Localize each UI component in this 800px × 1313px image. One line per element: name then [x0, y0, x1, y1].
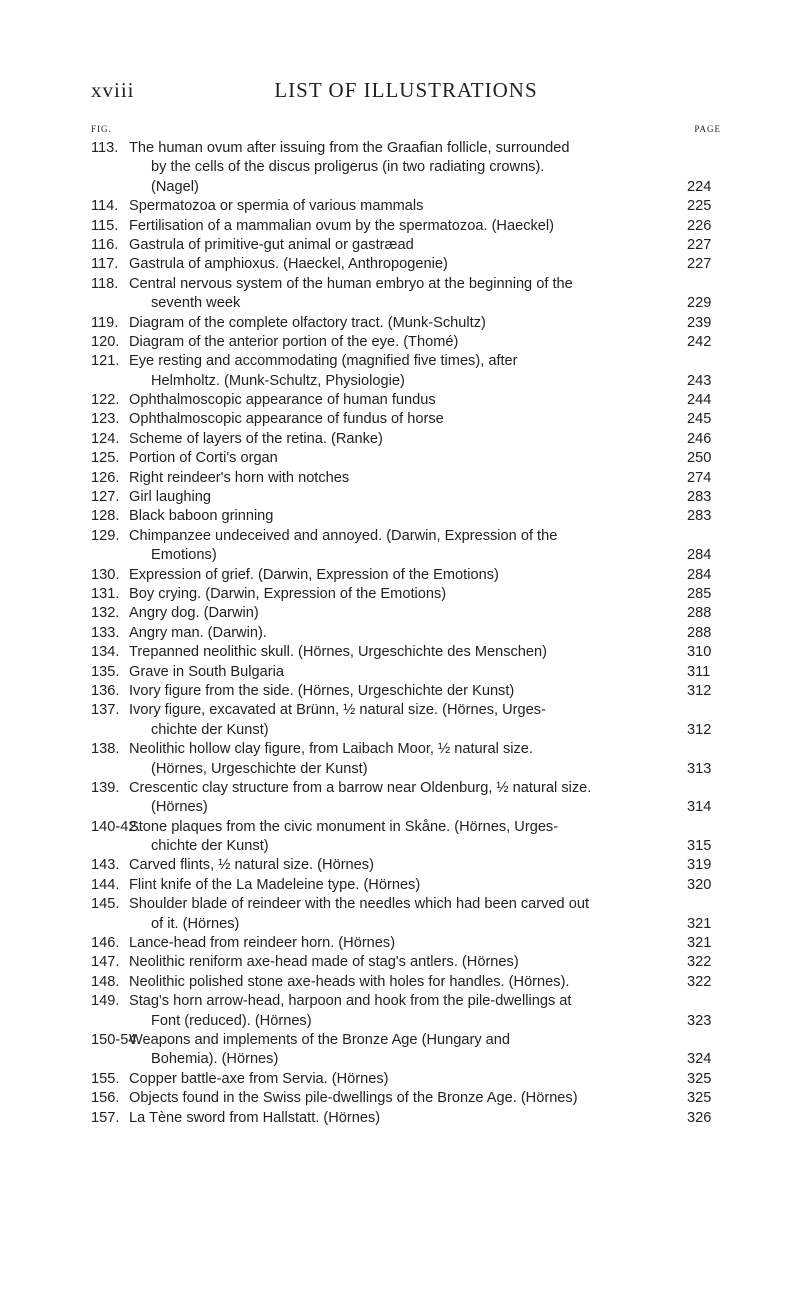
- entry-caption: Eye resting and accommodating (magnified five times), after: [129, 353, 518, 370]
- list-item: [91, 314, 721, 333]
- entry-caption: Font (reduced). (Hörnes): [151, 1012, 312, 1029]
- figure-number: 132.: [91, 605, 120, 622]
- entry-caption: Girl laughing: [129, 489, 211, 506]
- page-number: 310: [687, 644, 712, 661]
- page-number: 274: [687, 469, 712, 486]
- page-number: 288: [687, 624, 712, 641]
- page-number: 312: [687, 682, 712, 699]
- page-column-heading: PAGE: [694, 124, 721, 134]
- page-number: 313: [687, 760, 712, 777]
- page-number: 312: [687, 721, 712, 738]
- figure-number: 127.: [91, 489, 120, 506]
- figure-number: 113.: [91, 140, 119, 156]
- running-head: [91, 78, 721, 106]
- figure-number: 144.: [91, 876, 120, 893]
- list-item: [91, 236, 721, 255]
- entry-caption: Scheme of layers of the retina. (Ranke): [129, 430, 383, 447]
- list-item: [91, 992, 721, 1031]
- entry-line: [91, 624, 721, 643]
- entry-caption: Black baboon grinning: [129, 508, 274, 525]
- page-number: 284: [687, 566, 712, 583]
- page-number: 311: [687, 663, 711, 680]
- list-item: [91, 663, 721, 682]
- entry-caption: by the cells of the discus proligerus (in two radiating crowns).: [151, 159, 545, 176]
- list-item: [91, 895, 721, 934]
- entry-line: [91, 566, 721, 585]
- figure-number: 122.: [91, 392, 120, 409]
- entry-caption: Emotions): [151, 547, 217, 564]
- list-item: [91, 469, 721, 488]
- entry-line: [91, 1050, 721, 1069]
- figure-number: 130.: [91, 566, 120, 583]
- list-item: [91, 275, 721, 314]
- entry-line: [91, 352, 721, 371]
- entry-line: [91, 430, 721, 449]
- entry-line: [91, 255, 721, 274]
- figure-number: 145.: [91, 896, 120, 913]
- entry-caption: Ivory figure, excavated at Brünn, ½ natural size. (Hörnes, Urges-: [129, 702, 546, 719]
- page-number: 323: [687, 1012, 712, 1029]
- entry-caption: (Nagel): [151, 178, 199, 195]
- list-item: [91, 1109, 721, 1128]
- entry-line: [91, 197, 721, 216]
- page-number: 325: [687, 1070, 712, 1087]
- entry-line: [91, 779, 721, 798]
- entry-line: [91, 1031, 721, 1050]
- entry-line: [91, 410, 721, 429]
- list-item: [91, 488, 721, 507]
- page-number: 288: [687, 605, 712, 622]
- list-item: [91, 779, 721, 818]
- figure-number: 157.: [91, 1109, 120, 1126]
- page-number: 321: [687, 915, 712, 932]
- entry-line: [91, 178, 721, 197]
- page-number: 324: [687, 1051, 712, 1068]
- list-item: [91, 352, 721, 391]
- entry-line: [91, 236, 721, 255]
- figure-number: 114.: [91, 198, 119, 215]
- list-item: [91, 624, 721, 643]
- figure-number: 131.: [91, 585, 120, 602]
- list-item: [91, 391, 721, 410]
- entry-caption: Diagram of the anterior portion of the eye. (Thomé): [129, 333, 459, 350]
- figure-number: 125.: [91, 450, 120, 467]
- page-number: 326: [687, 1109, 712, 1126]
- entry-line: [91, 721, 721, 740]
- entry-caption: Flint knife of the La Madeleine type. (Hörnes): [129, 876, 421, 893]
- page-number: 250: [687, 450, 712, 467]
- page-number: 314: [687, 799, 712, 816]
- figure-number: 143.: [91, 857, 120, 874]
- entry-caption: Weapons and implements of the Bronze Age (Hungary and: [129, 1031, 511, 1048]
- list-item: [91, 1070, 721, 1089]
- figure-number: 119.: [91, 314, 119, 331]
- entry-caption: Copper battle-axe from Servia. (Hörnes): [129, 1070, 389, 1087]
- figure-number: 138.: [91, 741, 120, 758]
- entry-line: [91, 546, 721, 565]
- illustrations-list: [91, 139, 721, 1128]
- entry-caption: Ivory figure from the side. (Hörnes, Urgeschichte der Kunst): [129, 682, 515, 699]
- list-item: [91, 934, 721, 953]
- entry-caption: Boy crying. (Darwin, Expression of the Emotions): [129, 585, 447, 602]
- entry-line: [91, 1012, 721, 1031]
- page-number: 225: [687, 198, 712, 215]
- entry-line: [91, 217, 721, 236]
- entry-line: [91, 158, 721, 177]
- entry-caption: Bohemia). (Hörnes): [151, 1051, 279, 1068]
- entry-caption: Shoulder blade of reindeer with the needles which had been carved out: [129, 896, 590, 913]
- entry-line: [91, 1089, 721, 1108]
- entry-line: [91, 895, 721, 914]
- entry-line: [91, 643, 721, 662]
- figure-number: 140-42.: [91, 818, 141, 835]
- figure-number: 149.: [91, 993, 120, 1010]
- list-item: [91, 973, 721, 992]
- figure-number: 120.: [91, 333, 120, 350]
- list-item: [91, 643, 721, 662]
- entry-line: [91, 469, 721, 488]
- list-item: [91, 333, 721, 352]
- entry-caption: chichte der Kunst): [151, 721, 269, 738]
- figure-number: 155.: [91, 1070, 120, 1087]
- entry-caption: Angry man. (Darwin).: [129, 624, 267, 641]
- entry-caption: Trepanned neolithic skull. (Hörnes, Urgeschichte des Menschen): [129, 644, 548, 661]
- list-item: [91, 527, 721, 566]
- entry-caption: Expression of grief. (Darwin, Expression of the Emotions): [129, 566, 499, 583]
- entry-line: [91, 585, 721, 604]
- list-item: [91, 585, 721, 604]
- page-title: LIST OF ILLUSTRATIONS: [274, 78, 538, 102]
- figure-number: 116.: [91, 236, 119, 253]
- figure-number: 136.: [91, 682, 120, 699]
- entry-line: [91, 818, 721, 837]
- figure-number: 137.: [91, 702, 120, 719]
- list-item: [91, 953, 721, 972]
- page-number: 284: [687, 547, 712, 564]
- page-number: 227: [687, 256, 712, 273]
- page-number: 226: [687, 217, 712, 234]
- entry-caption: Neolithic reniform axe-head made of stag's antlers. (Hörnes): [129, 954, 519, 971]
- list-item: [91, 449, 721, 468]
- entry-line: [91, 449, 721, 468]
- page-number: 244: [687, 392, 712, 409]
- figure-number: 121.: [91, 353, 120, 370]
- entry-line: [91, 915, 721, 934]
- list-item: [91, 856, 721, 875]
- figure-number: 128.: [91, 508, 120, 525]
- entry-line: [91, 488, 721, 507]
- entry-caption: Right reindeer's horn with notches: [129, 469, 350, 486]
- figure-number: 118.: [91, 275, 119, 292]
- entry-caption: Gastrula of amphioxus. (Haeckel, Anthropogenie): [129, 256, 448, 273]
- entry-line: [91, 856, 721, 875]
- list-item: [91, 1031, 721, 1070]
- list-item: [91, 1089, 721, 1108]
- entry-line: [91, 391, 721, 410]
- figure-number: 124.: [91, 430, 120, 447]
- entry-line: [91, 663, 721, 682]
- page-number: 227: [687, 236, 712, 253]
- entry-line: [91, 682, 721, 701]
- entry-line: [91, 876, 721, 895]
- figure-number: 129.: [91, 527, 120, 544]
- entry-line: [91, 837, 721, 856]
- list-item: [91, 410, 721, 429]
- entry-caption: Portion of Corti's organ: [129, 450, 278, 467]
- list-item: [91, 566, 721, 585]
- entry-line: [91, 604, 721, 623]
- list-item: [91, 430, 721, 449]
- entry-caption: Ophthalmoscopic appearance of human fundus: [129, 392, 436, 409]
- entry-caption: chichte der Kunst): [151, 838, 269, 855]
- list-item: [91, 604, 721, 623]
- page-number: 315: [687, 838, 712, 855]
- page-number: 325: [687, 1090, 712, 1107]
- entry-line: [91, 701, 721, 720]
- page-number: 239: [687, 314, 712, 331]
- entry-line: [91, 294, 721, 313]
- page-number: 322: [687, 973, 712, 990]
- page-number: 283: [687, 489, 712, 506]
- figure-number: 148.: [91, 973, 120, 990]
- entry-line: [91, 973, 721, 992]
- entry-line: [91, 1070, 721, 1089]
- entry-line: [91, 740, 721, 759]
- figure-number: 134.: [91, 644, 120, 661]
- list-item: [91, 139, 721, 197]
- entry-line: [91, 992, 721, 1011]
- entry-caption: Chimpanzee undeceived and annoyed. (Darwin, Expression of the: [129, 527, 558, 544]
- list-item: [91, 701, 721, 740]
- entry-caption: Gastrula of primitive-gut animal or gastræad: [129, 236, 414, 253]
- page-number: 243: [687, 372, 712, 389]
- list-item: [91, 876, 721, 895]
- entry-caption: Helmholtz. (Munk-Schultz, Physiologie): [151, 372, 405, 389]
- figure-number: 150-54.: [91, 1031, 141, 1048]
- entry-line: [91, 275, 721, 294]
- list-item: [91, 507, 721, 526]
- page-number: 320: [687, 876, 712, 893]
- fig-column-heading: FIG.: [91, 124, 112, 134]
- list-item: [91, 682, 721, 701]
- page-number: 224: [687, 178, 712, 195]
- figure-number: 147.: [91, 954, 120, 971]
- entry-caption: Ophthalmoscopic appearance of fundus of horse: [129, 411, 444, 428]
- entry-caption: Grave in South Bulgaria: [129, 663, 284, 680]
- figure-number: 139.: [91, 779, 120, 796]
- list-item: [91, 217, 721, 236]
- entry-line: [91, 798, 721, 817]
- column-headings: [91, 124, 721, 138]
- page-number: 319: [687, 857, 712, 874]
- entry-caption: Crescentic clay structure from a barrow near Oldenburg, ½ natural size.: [129, 779, 592, 796]
- entry-caption: Central nervous system of the human embryo at the beginning of the: [129, 275, 573, 292]
- page-number: 285: [687, 585, 712, 602]
- entry-caption: Stag's horn arrow-head, harpoon and hook from the pile-dwellings at: [129, 993, 572, 1010]
- entry-line: [91, 1109, 721, 1128]
- page-number: 242: [687, 333, 712, 350]
- entry-line: [91, 333, 721, 352]
- entry-caption: The human ovum after issuing from the Graafian follicle, surrounded: [129, 140, 570, 156]
- entry-line: [91, 934, 721, 953]
- entry-line: [91, 139, 721, 158]
- entry-line: [91, 760, 721, 779]
- entry-caption: (Hörnes): [151, 799, 208, 816]
- list-item: [91, 255, 721, 274]
- entry-line: [91, 953, 721, 972]
- entry-line: [91, 507, 721, 526]
- figure-number: 135.: [91, 663, 120, 680]
- page-number: 229: [687, 295, 712, 312]
- entry-caption: of it. (Hörnes): [151, 915, 240, 932]
- entry-caption: Lance-head from reindeer horn. (Hörnes): [129, 935, 396, 952]
- entry-caption: (Hörnes, Urgeschichte der Kunst): [151, 760, 368, 777]
- list-item: [91, 197, 721, 216]
- figure-number: 115.: [91, 217, 119, 234]
- page-number: 322: [687, 954, 712, 971]
- figure-number: 126.: [91, 469, 120, 486]
- entry-caption: Diagram of the complete olfactory tract. (Munk-Schultz): [129, 314, 486, 331]
- figure-number: 156.: [91, 1090, 120, 1107]
- entry-caption: Stone plaques from the civic monument in Skåne. (Hörnes, Urges-: [129, 818, 559, 835]
- list-item: [91, 740, 721, 779]
- entry-line: [91, 314, 721, 333]
- entry-line: [91, 372, 721, 391]
- entry-caption: La Tène sword from Hallstatt. (Hörnes): [129, 1109, 381, 1126]
- figure-number: 117.: [91, 256, 119, 273]
- list-item: [91, 818, 721, 857]
- entry-caption: Neolithic polished stone axe-heads with holes for handles. (Hörnes).: [129, 973, 570, 990]
- page-number: 283: [687, 508, 712, 525]
- entry-line: [91, 527, 721, 546]
- entry-caption: Carved flints, ½ natural size. (Hörnes): [129, 857, 374, 874]
- page-numeral: xviii: [91, 78, 135, 102]
- figure-number: 133.: [91, 624, 120, 641]
- entry-caption: Fertilisation of a mammalian ovum by the spermatozoa. (Haeckel): [129, 217, 555, 234]
- entry-caption: Spermatozoa or spermia of various mammals: [129, 198, 424, 215]
- page-number: 246: [687, 430, 712, 447]
- entry-caption: seventh week: [151, 295, 241, 312]
- entry-caption: Neolithic hollow clay figure, from Laibach Moor, ½ natural size.: [129, 741, 533, 758]
- entry-caption: Objects found in the Swiss pile-dwellings of the Bronze Age. (Hörnes): [129, 1090, 578, 1107]
- page-number: 245: [687, 411, 712, 428]
- figure-number: 123.: [91, 411, 120, 428]
- entry-caption: Angry dog. (Darwin): [129, 605, 259, 622]
- page-number: 321: [687, 935, 712, 952]
- figure-number: 146.: [91, 935, 120, 952]
